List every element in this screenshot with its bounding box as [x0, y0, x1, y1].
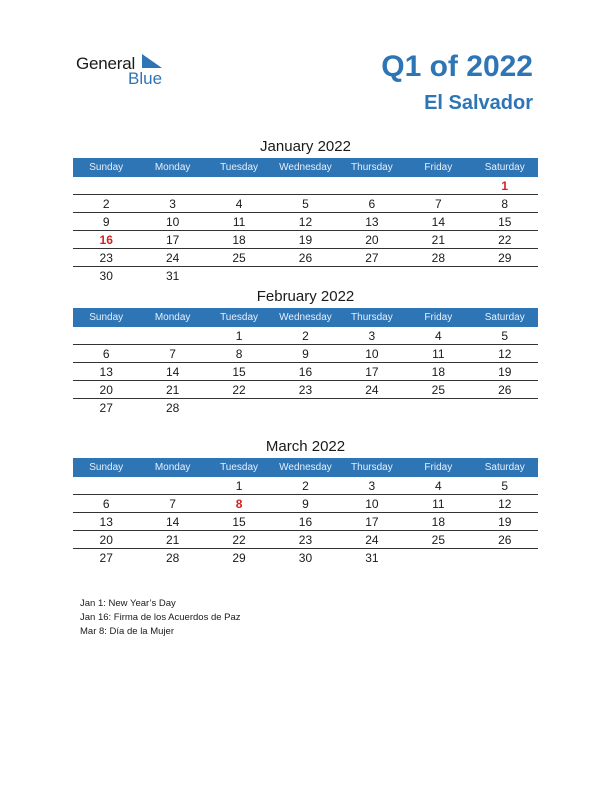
week-row — [73, 231, 538, 249]
day-cell: 22 — [232, 383, 246, 397]
day-cell: 2 — [302, 479, 309, 493]
day-cell: 26 — [498, 533, 512, 547]
day-cell: 22 — [232, 533, 246, 547]
day-cell: 12 — [298, 215, 313, 229]
day-cell: 1 — [501, 179, 509, 193]
weekday-label: Tuesday — [220, 312, 259, 323]
day-cell — [139, 177, 205, 194]
day-cell: 10 — [365, 347, 379, 361]
logo-blue-text: Blue — [128, 69, 163, 88]
day-cell: 1 — [235, 329, 243, 343]
day-cell: 2 — [102, 197, 110, 211]
day-cell: 13 — [99, 365, 113, 379]
day-cell: 28 — [165, 551, 180, 565]
day-cell: 23 — [298, 383, 313, 397]
day-cell: 31 — [365, 551, 379, 565]
weekday-label: Sunday — [89, 162, 124, 173]
day-cell: 18 — [431, 515, 445, 529]
day-cell — [472, 399, 538, 416]
day-cell: 11 — [432, 497, 445, 511]
day-cell: 24 — [365, 533, 379, 547]
day-cell: 14 — [431, 215, 445, 229]
week-row — [73, 213, 538, 231]
weekday-label: Tuesday — [220, 462, 259, 473]
weekday-label: Tuesday — [220, 162, 259, 173]
day-cell: 29 — [232, 551, 246, 565]
day-cell: 20 — [99, 533, 113, 547]
week-row — [73, 249, 538, 267]
day-cell: 19 — [498, 365, 512, 379]
day-cell: 9 — [302, 347, 309, 361]
week-row — [73, 495, 538, 513]
day-cell: 27 — [99, 401, 113, 415]
day-cell: 7 — [169, 497, 176, 511]
month-march — [73, 436, 538, 566]
day-cell — [339, 267, 405, 284]
week-row — [73, 549, 538, 566]
day-cell: 17 — [165, 233, 180, 247]
day-cell: 16 — [99, 233, 113, 247]
weekday-label: Sunday — [89, 462, 124, 473]
day-cell: 6 — [368, 197, 376, 211]
day-cell — [405, 267, 471, 284]
day-cell: 19 — [298, 233, 313, 247]
day-cell: 21 — [165, 383, 180, 397]
logo — [76, 52, 176, 88]
holiday-note: Mar 8: Día de la Mujer — [80, 626, 174, 637]
weekday-label: Saturday — [484, 462, 525, 473]
month-february — [73, 286, 538, 416]
week-row — [73, 267, 538, 284]
day-cell — [73, 327, 139, 344]
day-cell: 20 — [365, 233, 379, 247]
day-cell: 10 — [365, 497, 379, 511]
weekday-header — [73, 158, 538, 177]
day-cell: 5 — [501, 479, 509, 493]
day-cell: 25 — [431, 383, 445, 397]
day-cell — [206, 267, 272, 284]
weekday-label: Thursday — [351, 462, 393, 473]
day-cell: 4 — [235, 197, 243, 211]
day-cell: 25 — [232, 251, 246, 265]
day-cell: 2 — [302, 329, 309, 343]
day-cell — [272, 267, 338, 284]
day-cell — [405, 549, 471, 566]
weekday-label: Sunday — [89, 312, 124, 323]
day-cell: 9 — [102, 215, 110, 229]
holiday-notes — [80, 597, 241, 639]
day-cell: 7 — [434, 197, 442, 211]
weekday-label: Friday — [424, 312, 453, 323]
day-cell: 25 — [431, 533, 445, 547]
country-name: El Salvador — [424, 92, 533, 114]
month-january — [73, 136, 538, 284]
day-cell: 28 — [431, 251, 445, 265]
day-cell: 12 — [498, 497, 512, 511]
week-row — [73, 381, 538, 399]
day-cell: 24 — [165, 251, 180, 265]
day-cell — [206, 399, 272, 416]
day-cell — [405, 177, 471, 194]
day-cell: 5 — [501, 329, 509, 343]
day-cell — [272, 177, 338, 194]
week-row — [73, 477, 538, 495]
week-row — [73, 195, 538, 213]
holiday-note: Jan 16: Firma de los Acuerdos de Paz — [80, 612, 241, 623]
day-cell: 29 — [498, 251, 512, 265]
weekday-label: Wednesday — [279, 312, 332, 323]
day-cell: 27 — [99, 551, 113, 565]
day-cell: 13 — [99, 515, 113, 529]
day-cell: 1 — [235, 479, 243, 493]
month-title: January 2022 — [260, 138, 351, 155]
day-cell: 14 — [165, 515, 180, 529]
week-row — [73, 399, 538, 416]
day-cell — [139, 477, 205, 494]
weekday-label: Monday — [154, 312, 191, 323]
logo-general-text: General — [76, 54, 136, 73]
weekday-label: Saturday — [484, 312, 525, 323]
day-cell: 10 — [165, 215, 180, 229]
day-cell: 15 — [498, 215, 512, 229]
day-cell: 9 — [302, 497, 309, 511]
day-cell: 17 — [365, 515, 379, 529]
day-cell: 3 — [368, 329, 376, 343]
day-cell: 11 — [432, 347, 445, 361]
day-cell — [272, 399, 338, 416]
day-cell — [206, 177, 272, 194]
day-cell: 23 — [99, 251, 113, 265]
day-cell: 16 — [298, 365, 313, 379]
day-cell — [339, 177, 405, 194]
day-cell: 6 — [102, 497, 110, 511]
day-cell: 27 — [365, 251, 379, 265]
day-cell: 21 — [431, 233, 445, 247]
day-cell: 13 — [365, 215, 379, 229]
day-cell: 23 — [298, 533, 313, 547]
day-cell — [73, 477, 139, 494]
day-cell: 8 — [501, 197, 509, 211]
day-cell: 8 — [235, 347, 243, 361]
day-cell: 21 — [165, 533, 180, 547]
day-cell: 11 — [232, 215, 246, 229]
week-row — [73, 531, 538, 549]
day-cell: 15 — [232, 515, 246, 529]
day-cell: 19 — [498, 515, 512, 529]
day-cell: 18 — [232, 233, 246, 247]
week-row — [73, 177, 538, 195]
week-row — [73, 513, 538, 531]
day-cell: 3 — [368, 479, 376, 493]
weekday-label: Thursday — [351, 312, 393, 323]
day-cell: 3 — [169, 197, 176, 211]
day-cell: 4 — [434, 329, 442, 343]
weekday-label: Monday — [154, 462, 191, 473]
weekday-header — [73, 308, 538, 327]
day-cell: 26 — [498, 383, 512, 397]
day-cell — [139, 327, 205, 344]
day-cell — [73, 177, 139, 194]
day-cell: 4 — [434, 479, 442, 493]
weekday-header — [73, 458, 538, 477]
day-cell — [339, 399, 405, 416]
week-row — [73, 345, 538, 363]
weekday-label: Thursday — [351, 162, 393, 173]
day-cell: 22 — [498, 233, 512, 247]
day-cell: 12 — [498, 347, 512, 361]
day-cell: 31 — [165, 269, 180, 283]
page-title: Q1 of 2022 — [381, 50, 533, 83]
day-cell: 7 — [169, 347, 176, 361]
week-row — [73, 363, 538, 381]
month-title: March 2022 — [265, 438, 346, 455]
weekday-label: Saturday — [484, 162, 525, 173]
day-cell: 24 — [365, 383, 379, 397]
day-cell: 8 — [235, 497, 243, 511]
day-cell: 20 — [99, 383, 113, 397]
day-cell: 5 — [302, 197, 309, 211]
day-cell: 6 — [102, 347, 110, 361]
day-cell — [472, 267, 538, 284]
month-title: February 2022 — [256, 288, 355, 305]
day-cell: 26 — [298, 251, 313, 265]
day-cell: 15 — [232, 365, 246, 379]
week-row — [73, 327, 538, 345]
day-cell: 18 — [431, 365, 445, 379]
day-cell: 14 — [165, 365, 180, 379]
weekday-label: Wednesday — [279, 162, 332, 173]
weekday-label: Friday — [424, 162, 453, 173]
weekday-label: Monday — [154, 162, 191, 173]
weekday-label: Wednesday — [279, 462, 332, 473]
logo-triangle-icon — [142, 54, 162, 68]
day-cell — [472, 549, 538, 566]
day-cell: 30 — [298, 551, 313, 565]
day-cell: 16 — [298, 515, 313, 529]
weekday-label: Friday — [424, 462, 453, 473]
holiday-note: Jan 1: New Year’s Day — [80, 598, 176, 609]
day-cell: 30 — [99, 269, 113, 283]
day-cell: 28 — [165, 401, 180, 415]
day-cell — [405, 399, 471, 416]
day-cell: 17 — [365, 365, 379, 379]
